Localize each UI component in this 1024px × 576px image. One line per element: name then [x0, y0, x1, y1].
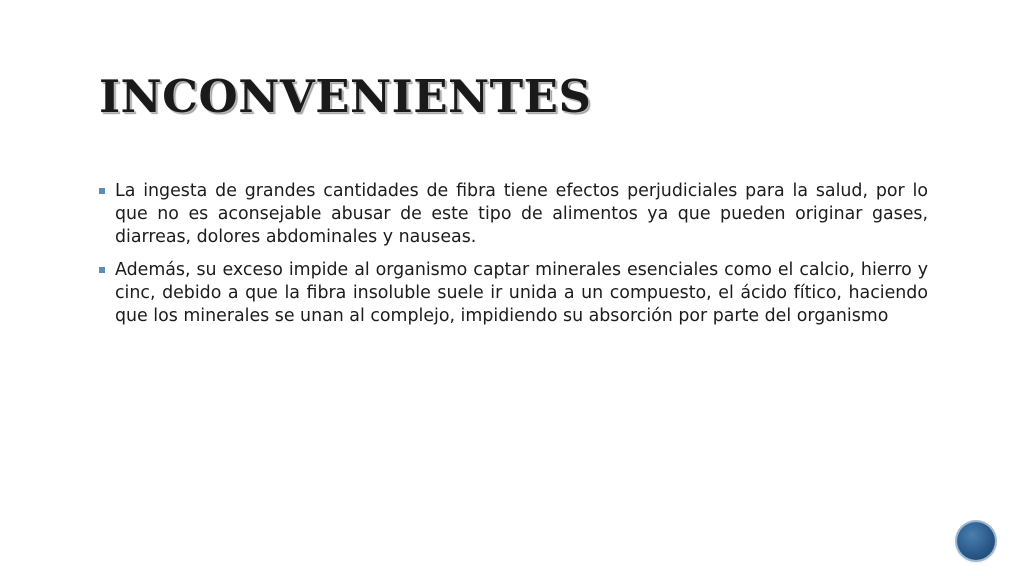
bullet-text: La ingesta de grandes cantidades de fibra tiene efectos perjudiciales para la salud, por lo que no es aconsejable abusar de este tipo de alimentos ya que pueden originar gases, diarreas, dolores abdominales y nauseas. — [115, 181, 928, 247]
square-bullet-icon — [99, 188, 105, 194]
bullet-item — [96, 180, 928, 249]
bullet-text: Además, su exceso impide al organismo captar minerales esenciales como el calcio, hierro y cinc, debido a que la fibra insoluble suele ir unida a un compuesto, el ácido fítico, haciendo que los minerales se unan al complejo, impidiendo su absorción por parte del organismo — [115, 260, 928, 326]
bullet-item — [96, 259, 928, 328]
slide-number-badge-icon — [957, 522, 995, 560]
square-bullet-icon — [99, 267, 105, 273]
slide-title: INCONVENIENTES — [99, 70, 592, 123]
bullet-list — [96, 180, 928, 338]
